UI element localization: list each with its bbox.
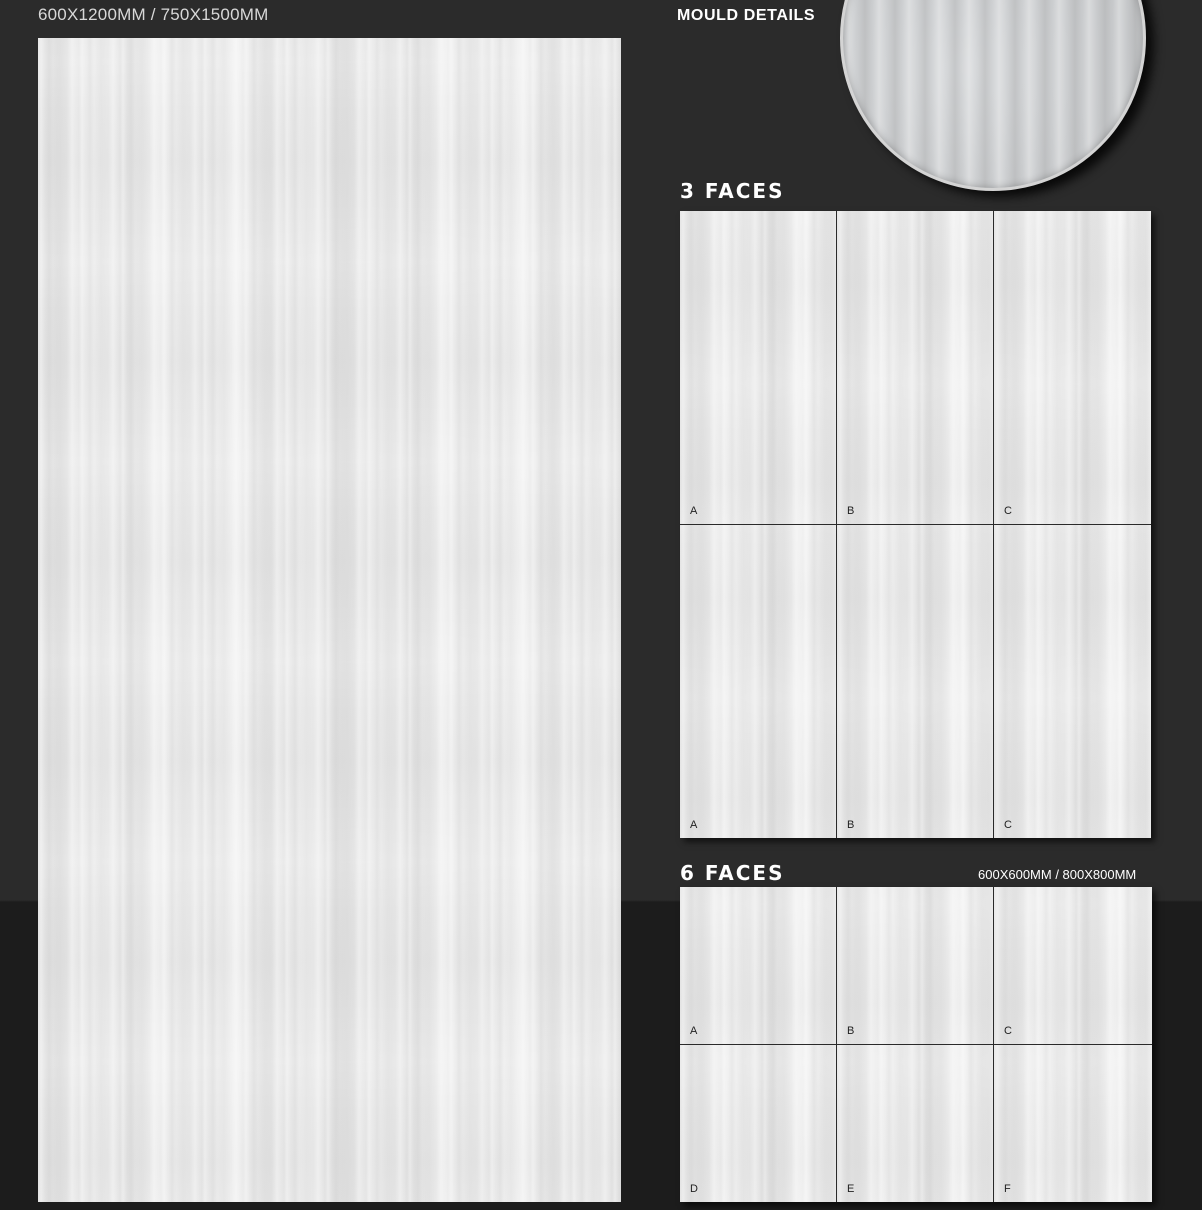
six-faces-grid	[680, 887, 1152, 1202]
face-label: F	[1004, 1183, 1011, 1195]
mould-details-label: MOULD DETAILS	[677, 7, 816, 24]
face-label: C	[1004, 819, 1012, 831]
face-tile	[837, 1045, 993, 1202]
main-size-label: 600X1200MM / 750X1500MM	[38, 5, 269, 24]
face-tile	[837, 887, 993, 1044]
face-tile	[837, 211, 993, 524]
face-tile	[994, 525, 1151, 838]
main-tile-image	[38, 38, 621, 1202]
six-faces-size-label: 600X600MM / 800X800MM	[978, 867, 1137, 882]
face-label: B	[847, 505, 855, 517]
face-label: A	[690, 1025, 698, 1037]
face-tile	[837, 525, 993, 838]
face-tile	[680, 887, 836, 1044]
face-label: A	[690, 819, 698, 831]
face-tile	[680, 525, 836, 838]
face-label: B	[847, 819, 855, 831]
face-tile	[994, 211, 1151, 524]
face-label: A	[690, 505, 698, 517]
six-faces-heading: 6 FACES	[680, 861, 785, 885]
face-tile	[680, 211, 836, 524]
face-tile	[994, 1045, 1152, 1202]
face-label: D	[690, 1183, 698, 1195]
face-label: B	[847, 1025, 855, 1037]
three-faces-heading: 3 FACES	[680, 179, 785, 203]
face-label: E	[847, 1183, 855, 1195]
face-tile	[680, 1045, 836, 1202]
three-faces-grid	[680, 211, 1151, 838]
mould-detail-image	[840, 0, 1146, 191]
face-label: C	[1004, 505, 1012, 517]
face-tile	[994, 887, 1152, 1044]
face-label: C	[1004, 1025, 1012, 1037]
